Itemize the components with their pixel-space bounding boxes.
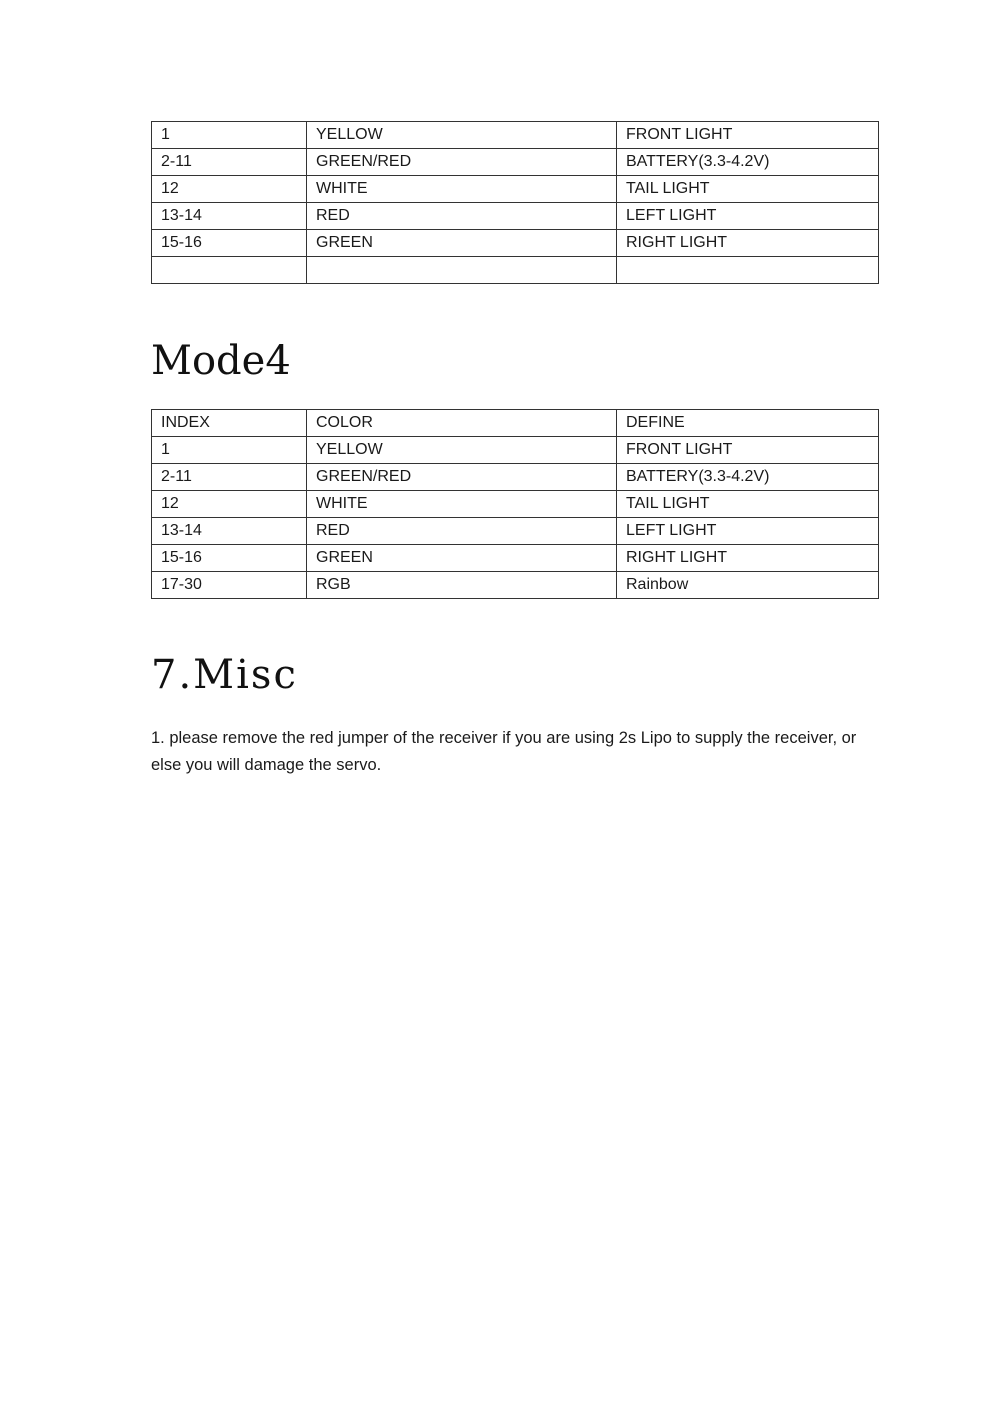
define-cell: LEFT LIGHT xyxy=(617,518,879,545)
misc-heading: 7.Misc xyxy=(151,652,298,698)
color-cell: RED xyxy=(307,518,617,545)
color-cell: GREEN/RED xyxy=(307,464,617,491)
misc-paragraph: 1. please remove the red jumper of the receiver if you are using 2s Lipo to supply the receiver, or else you will damage the servo. xyxy=(151,729,857,774)
table-row xyxy=(152,122,879,149)
index-cell: 2-11 xyxy=(152,149,307,176)
color-cell: WHITE xyxy=(307,176,617,203)
define-cell: RIGHT LIGHT xyxy=(617,545,879,572)
define-cell: BATTERY(3.3-4.2V) xyxy=(617,149,879,176)
index-cell: 17-30 xyxy=(152,572,307,599)
header-color: COLOR xyxy=(307,410,617,437)
index-cell: 2-11 xyxy=(152,464,307,491)
index-cell: 13-14 xyxy=(152,203,307,230)
index-cell: 13-14 xyxy=(152,518,307,545)
color-cell: GREEN xyxy=(307,545,617,572)
table-row xyxy=(152,518,879,545)
define-cell: TAIL LIGHT xyxy=(617,176,879,203)
table-row xyxy=(152,491,879,518)
table-row xyxy=(152,572,879,599)
index-cell: 1 xyxy=(152,437,307,464)
define-cell: TAIL LIGHT xyxy=(617,491,879,518)
define-cell: LEFT LIGHT xyxy=(617,203,879,230)
table-row xyxy=(152,464,879,491)
color-cell xyxy=(307,257,617,284)
led-table-continued xyxy=(151,121,879,284)
table-row xyxy=(152,437,879,464)
define-cell: RIGHT LIGHT xyxy=(617,230,879,257)
table-row xyxy=(152,176,879,203)
color-cell: YELLOW xyxy=(307,122,617,149)
color-cell: RED xyxy=(307,203,617,230)
color-cell: YELLOW xyxy=(307,437,617,464)
table-row xyxy=(152,203,879,230)
define-cell xyxy=(617,257,879,284)
define-cell: BATTERY(3.3-4.2V) xyxy=(617,464,879,491)
define-cell: FRONT LIGHT xyxy=(617,437,879,464)
color-cell: WHITE xyxy=(307,491,617,518)
define-cell: Rainbow xyxy=(617,572,879,599)
index-cell: 12 xyxy=(152,491,307,518)
header-define: DEFINE xyxy=(617,410,879,437)
table-row xyxy=(152,230,879,257)
table-row-empty xyxy=(152,257,879,284)
index-cell xyxy=(152,257,307,284)
color-cell: GREEN xyxy=(307,230,617,257)
color-cell: RGB xyxy=(307,572,617,599)
table-row xyxy=(152,545,879,572)
table-header-row xyxy=(152,410,879,437)
define-cell: FRONT LIGHT xyxy=(617,122,879,149)
header-index: INDEX xyxy=(152,410,307,437)
mode4-table xyxy=(151,409,879,599)
index-cell: 1 xyxy=(152,122,307,149)
color-cell: GREEN/RED xyxy=(307,149,617,176)
index-cell: 15-16 xyxy=(152,230,307,257)
index-cell: 15-16 xyxy=(152,545,307,572)
mode4-heading: Mode4 xyxy=(151,338,291,384)
table-row xyxy=(152,149,879,176)
index-cell: 12 xyxy=(152,176,307,203)
